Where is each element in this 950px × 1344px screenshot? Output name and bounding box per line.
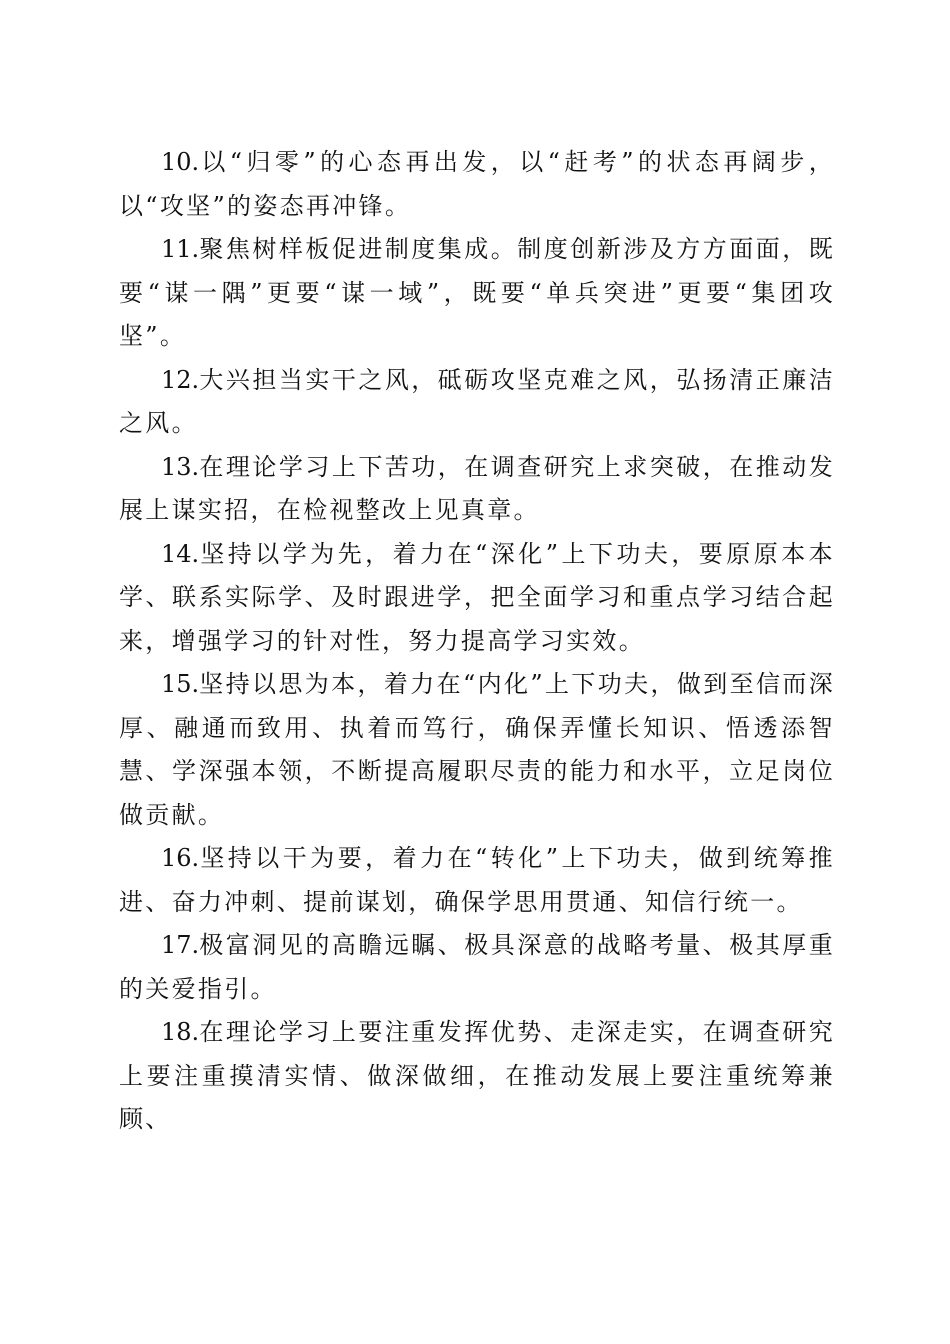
paragraph-text: 极富洞见的高瞻远瞩、极具深意的战略考量、极其厚重的关爱指引。 <box>119 931 835 1003</box>
paragraph-11 <box>119 228 835 359</box>
paragraph-number: 15. <box>161 670 200 698</box>
paragraph-13 <box>119 446 835 533</box>
paragraph-text: 在理论学习上下苦功，在调查研究上求突破，在推动发展上谋实招，在检视整改上见真章。 <box>119 452 835 524</box>
paragraph-number: 16. <box>161 844 200 872</box>
paragraph-text: 坚持以学为先，着力在“深化”上下功夫，要原原本本学、联系实际学、及时跟进学，把全面学习和重点学习结合起来，增强学习的针对性，努力提高学习实效。 <box>119 539 835 655</box>
paragraph-17 <box>119 924 835 1011</box>
paragraph-text: 坚持以干为要，着力在“转化”上下功夫，做到统筹推进、奋力冲刺、提前谋划，确保学思用贯通、知信行统一。 <box>119 844 835 916</box>
paragraph-number: 18. <box>161 1018 200 1046</box>
document-body <box>119 141 835 1142</box>
paragraph-text: 大兴担当实干之风，砥砺攻坚克难之风，弘扬清正廉洁之风。 <box>119 365 835 437</box>
paragraph-number: 17. <box>161 931 200 959</box>
paragraph-number: 12. <box>161 365 200 394</box>
paragraph-number: 10. <box>161 148 200 176</box>
paragraph-16 <box>119 837 835 924</box>
paragraph-number: 11. <box>161 235 200 263</box>
paragraph-12 <box>119 359 835 446</box>
paragraph-18 <box>119 1011 835 1142</box>
paragraph-number: 13. <box>161 452 200 481</box>
paragraph-15 <box>119 663 835 837</box>
paragraph-text: 坚持以思为本，着力在“内化”上下功夫，做到至信而深厚、融通而致用、执着而笃行，确保弄懂长知识、悟透添智慧、学深强本领，不断提高履职尽责的能力和水平，立足岗位做贡献。 <box>119 670 835 829</box>
paragraph-text: 以“归零”的心态再出发，以“赶考”的状态再阔步，以“攻坚”的姿态再冲锋。 <box>119 148 835 220</box>
paragraph-14 <box>119 533 835 664</box>
paragraph-text: 在理论学习上要注重发挥优势、走深走实，在调查研究上要注重摸清实情、做深做细，在推动发展上要注重统筹兼顾、 <box>119 1018 835 1133</box>
paragraph-number: 14. <box>161 539 200 568</box>
paragraph-10 <box>119 141 835 228</box>
paragraph-text: 聚焦树样板促进制度集成。制度创新涉及方方面面，既要“谋一隅”更要“谋一域”，既要“单兵突进”更要“集团攻坚”。 <box>119 235 835 350</box>
